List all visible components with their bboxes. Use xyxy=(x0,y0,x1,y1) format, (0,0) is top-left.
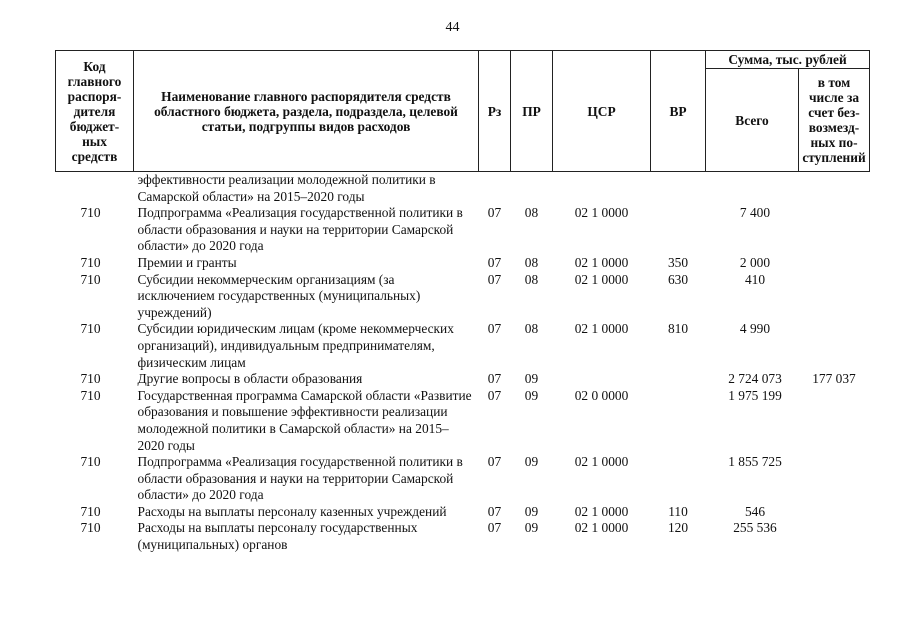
cell-vr xyxy=(651,388,706,454)
cell-pr: 08 xyxy=(524,321,539,337)
cell-total: 255 536 xyxy=(733,520,777,536)
cell-total: 1 855 725 xyxy=(728,454,782,470)
cell-rz: 07 xyxy=(487,503,502,519)
cell-rz: 07 xyxy=(487,387,502,403)
table-row xyxy=(56,205,870,255)
cell-total: 4 990 xyxy=(739,321,771,337)
cell-pr: 08 xyxy=(524,205,539,221)
cell-code: 710 xyxy=(80,520,101,536)
cell-rz: 07 xyxy=(487,520,502,536)
cell-free xyxy=(799,255,870,272)
cell-rz: 07 xyxy=(487,205,502,221)
cell-vr xyxy=(651,371,706,388)
cell-vr xyxy=(651,205,706,255)
cell-code: 710 xyxy=(80,271,101,287)
table-row xyxy=(56,454,870,504)
table-row xyxy=(56,504,870,521)
header-free: в том числе за счет без- возмезд- ных по- ступлений xyxy=(799,69,870,172)
cell-total: 410 xyxy=(744,271,766,287)
cell-code: 710 xyxy=(80,254,101,270)
cell-free xyxy=(799,388,870,454)
cell-pr: 09 xyxy=(524,387,539,403)
cell-rz: 07 xyxy=(487,271,502,287)
cell-csr: 02 1 0000 xyxy=(574,454,629,470)
cell-name: Расходы на выплаты персоналу казенных учреждений xyxy=(137,503,447,519)
cell-csr: 02 0 0000 xyxy=(574,387,629,403)
table-row xyxy=(56,272,870,322)
cell-pr: 08 xyxy=(524,254,539,270)
cell-rz: 07 xyxy=(487,454,502,470)
header-pr: ПР xyxy=(511,51,553,172)
header-vr: ВР xyxy=(651,51,706,172)
cell-code: 710 xyxy=(80,503,101,519)
cell-name: Подпрограмма «Реализация государственной политики в области образования и науки на территории Самарской области» до 2020 года xyxy=(137,205,463,254)
cell-total: 546 xyxy=(744,503,766,519)
cell-free xyxy=(799,520,870,553)
cell-code: 710 xyxy=(80,371,101,387)
cell-vr: 810 xyxy=(667,321,689,337)
cell-csr: 02 1 0000 xyxy=(574,254,629,270)
cell-pr: 08 xyxy=(524,271,539,287)
cell-rz: 07 xyxy=(487,371,502,387)
cell-csr: 02 1 0000 xyxy=(574,271,629,287)
cell-name: Субсидии юридическим лицам (кроме некоммерческих организаций), индивидуальным предпринимателям, физическим лицам xyxy=(137,321,454,370)
cell-free xyxy=(799,205,870,255)
cell-vr: 110 xyxy=(668,503,688,519)
cell-name: Расходы на выплаты персоналу государственных (муниципальных) органов xyxy=(137,520,418,553)
header-rz: Рз xyxy=(479,51,511,172)
cell-total: 7 400 xyxy=(739,205,771,221)
cell-code: 710 xyxy=(80,205,101,221)
table-row xyxy=(56,255,870,272)
cell-total: 2 000 xyxy=(739,254,771,270)
cell-rz: 07 xyxy=(487,321,502,337)
cell-name: Премии и гранты xyxy=(137,254,237,270)
cell-code: 710 xyxy=(80,321,101,337)
cell-pr: 09 xyxy=(524,371,539,387)
cell-pr: 09 xyxy=(524,520,539,536)
header-code: Код главного распоря- дителя бюджет- ных средств xyxy=(56,51,134,172)
header-name: Наименование главного распорядителя средств областного бюджета, раздела, подраздела, целевой статьи, подгруппы видов расходов xyxy=(134,51,479,172)
cell-vr: 120 xyxy=(667,520,689,536)
cell-free xyxy=(799,321,870,371)
table-body xyxy=(56,172,870,554)
cell-vr: 350 xyxy=(667,254,689,270)
page-number: 44 xyxy=(445,20,460,35)
cell-rz: 07 xyxy=(487,254,502,270)
cell-free xyxy=(799,272,870,322)
cell-name: Субсидии некоммерческим организациям (за исключением государственных (муниципальных) учреждений) xyxy=(137,271,421,320)
cell-vr xyxy=(651,454,706,504)
cell-free: 177 037 xyxy=(812,371,856,387)
table-row xyxy=(56,371,870,388)
cell-name: Государственная программа Самарской области «Развитие образования и повышение эффективности реализации молодежной политики в Самарской области» на 2015–2020 годы xyxy=(137,387,472,453)
cell-name: Другие вопросы в области образования xyxy=(137,371,363,387)
cell-code: 710 xyxy=(80,387,101,403)
cell-csr xyxy=(553,371,651,388)
cell-free xyxy=(799,454,870,504)
cell-free xyxy=(799,504,870,521)
table-row xyxy=(56,388,870,454)
table-row xyxy=(56,321,870,371)
table-row xyxy=(56,172,870,206)
cell-csr: 02 1 0000 xyxy=(574,205,629,221)
cell-total: 1 975 199 xyxy=(728,387,782,403)
continuation-text: эффективности реализации молодежной политики в Самарской области» на 2015–2020 годы xyxy=(137,172,436,204)
cell-code: 710 xyxy=(80,454,101,470)
cell-pr: 09 xyxy=(524,454,539,470)
budget-table xyxy=(55,50,870,554)
cell-pr: 09 xyxy=(524,503,539,519)
cell-name: Подпрограмма «Реализация государственной политики в области образования и науки на территории Самарской области» до 2020 года xyxy=(137,454,463,503)
table-row xyxy=(56,520,870,553)
cell-csr: 02 1 0000 xyxy=(574,503,629,519)
header-sum: Сумма, тыс. рублей xyxy=(706,51,870,69)
cell-total: 2 724 073 xyxy=(728,371,782,387)
cell-csr: 02 1 0000 xyxy=(574,321,629,337)
header-total: Всего xyxy=(706,69,799,172)
header-csr: ЦСР xyxy=(553,51,651,172)
cell-csr: 02 1 0000 xyxy=(574,520,629,536)
table-header xyxy=(56,51,870,172)
cell-vr: 630 xyxy=(667,271,689,287)
